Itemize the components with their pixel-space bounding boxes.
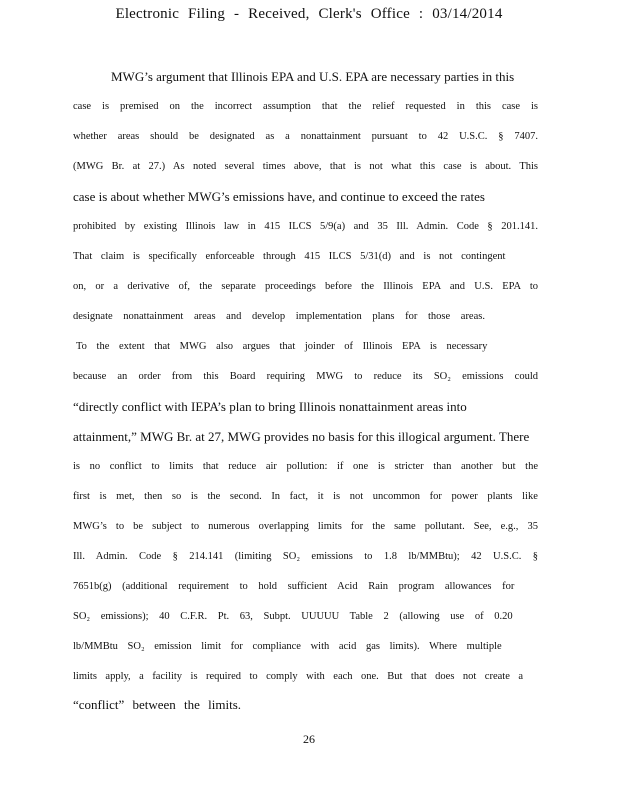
text-line: That claim is specifically enforceable through 415 ILCS 5/31(d) and is not contingent (73, 251, 506, 262)
text-line: 7651b(g) (additional requirement to hold sufficient Acid Rain program allowances for (73, 581, 515, 592)
text-line: is no conflict to limits that reduce air pollution: if one is stricter than another but the (73, 461, 538, 472)
text-line: (MWG Br. at 27.) As noted several times above, that is not what this case is about. This (73, 161, 538, 172)
text-line: “directly conflict with IEPA’s plan to bring Illinois nonattainment areas into (73, 399, 467, 414)
page-number: 26 (303, 732, 315, 746)
text-line: whether areas should be designated as a nonattainment pursuant to 42 U.S.C. § 7407. (73, 131, 538, 142)
text-line: first is met, then so is the second. In fact, it is not uncommon for power plants like (73, 491, 538, 502)
text-line: because an order from this Board requiring MWG to reduce its SO₂ emissions could (73, 371, 538, 382)
text-line: limits apply, a facility is required to comply with each one. But that does not create a (73, 671, 523, 682)
text-line: Ill. Admin. Code § 214.141 (limiting SO₂ emissions to 1.8 lb/MMBtu); 42 U.S.C. § (73, 551, 538, 562)
text-line: designate nonattainment areas and develop implementation plans for those areas. (73, 311, 485, 322)
text-line: MWG’s to be subject to numerous overlapping limits for the same pollutant. See, e.g., 35 (73, 521, 538, 532)
filing-header: Electronic Filing - Received, Clerk's Office : 03/14/2014 (115, 6, 503, 22)
text-line: lb/MMBtu SO₂ emission limit for compliance with acid gas limits). Where multiple (73, 641, 502, 652)
text-line: case is premised on the incorrect assumption that the relief requested in this case is (73, 101, 538, 112)
text-line: SO₂ emissions); 40 C.F.R. Pt. 63, Subpt. UUUUU Table 2 (allowing use of 0.20 (73, 611, 513, 622)
text-line: prohibited by existing Illinois law in 415 ILCS 5/9(a) and 35 Ill. Admin. Code § 201.141. (73, 221, 538, 232)
text-line: MWG’s argument that Illinois EPA and U.S. EPA are necessary parties in this (111, 69, 515, 84)
text-line: To the extent that MWG also argues that joinder of Illinois EPA is necessary (76, 341, 488, 352)
text-line: case is about whether MWG’s emissions have, and continue to exceed the rates (73, 189, 485, 204)
text-line: attainment,” MWG Br. at 27, MWG provides no basis for this illogical argument. There (73, 429, 530, 444)
text-line: “conflict” between the limits. (73, 697, 242, 712)
text-line: on, or a derivative of, the separate proceedings before the Illinois EPA and U.S. EPA to (73, 281, 538, 292)
